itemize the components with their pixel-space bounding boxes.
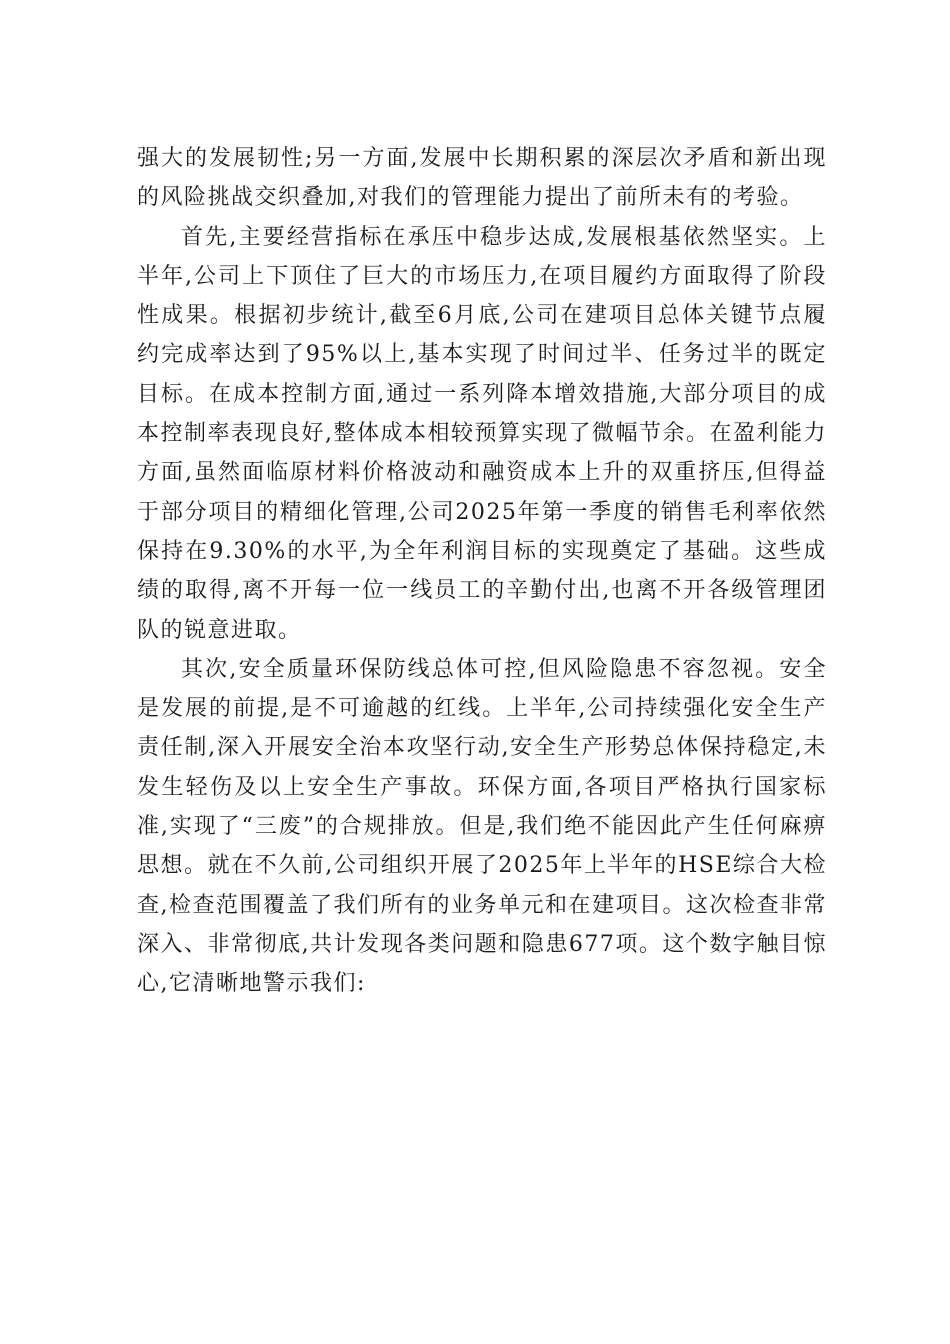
paragraph-continuation: 强大的发展韧性;另一方面,发展中长期积累的深层次矛盾和新出现的风险挑战交织叠加,对我们的管理能力提出了前所未有的考验。 [137, 146, 827, 211]
paragraph-safety-quality: 其次,安全质量环保防线总体可控,但风险隐患不容忽视。安全是发展的前提,是不可逾越的红线。上半年,公司持续强化安全生产责任制,深入开展安全治本攻坚行动,安全生产形势总体保持稳定,未发生轻伤及以上安全生产事故。环保方面,各项目严格执行国家标准,实现了“三废”的合规排放。但是,我们绝不能因此产生任何麻痹思想。就在不久前,公司组织开展了2025年上半年的HSE综合大检查,检查范围覆盖了我们所有的业务单元和在建项目。这次检查非常深入、非常彻底,共计发现各类问题和隐患677项。这个数字触目惊心,它清晰地警示我们: [137, 656, 827, 997]
document-body [137, 139, 827, 1004]
paragraph-operating-indicators: 首先,主要经营指标在承压中稳步达成,发展根基依然坚实。上半年,公司上下顶住了巨大的市场压力,在项目履约方面取得了阶段性成果。根据初步统计,截至6月底,公司在建项目总体关键节点履约完成率达到了95%以上,基本实现了时间过半、任务过半的既定目标。在成本控制方面,通过一系列降本增效措施,大部分项目的成本控制率表现良好,整体成本相较预算实现了微幅节余。在盈利能力方面,虽然面临原材料价格波动和融资成本上升的双重挤压,但得益于部分项目的精细化管理,公司2025年第一季度的销售毛利率依然保持在9.30%的水平,为全年利润目标的实现奠定了基础。这些成绩的取得,离不开每一位一线员工的辛勤付出,也离不开各级管理团队的锐意进取。 [137, 224, 827, 643]
